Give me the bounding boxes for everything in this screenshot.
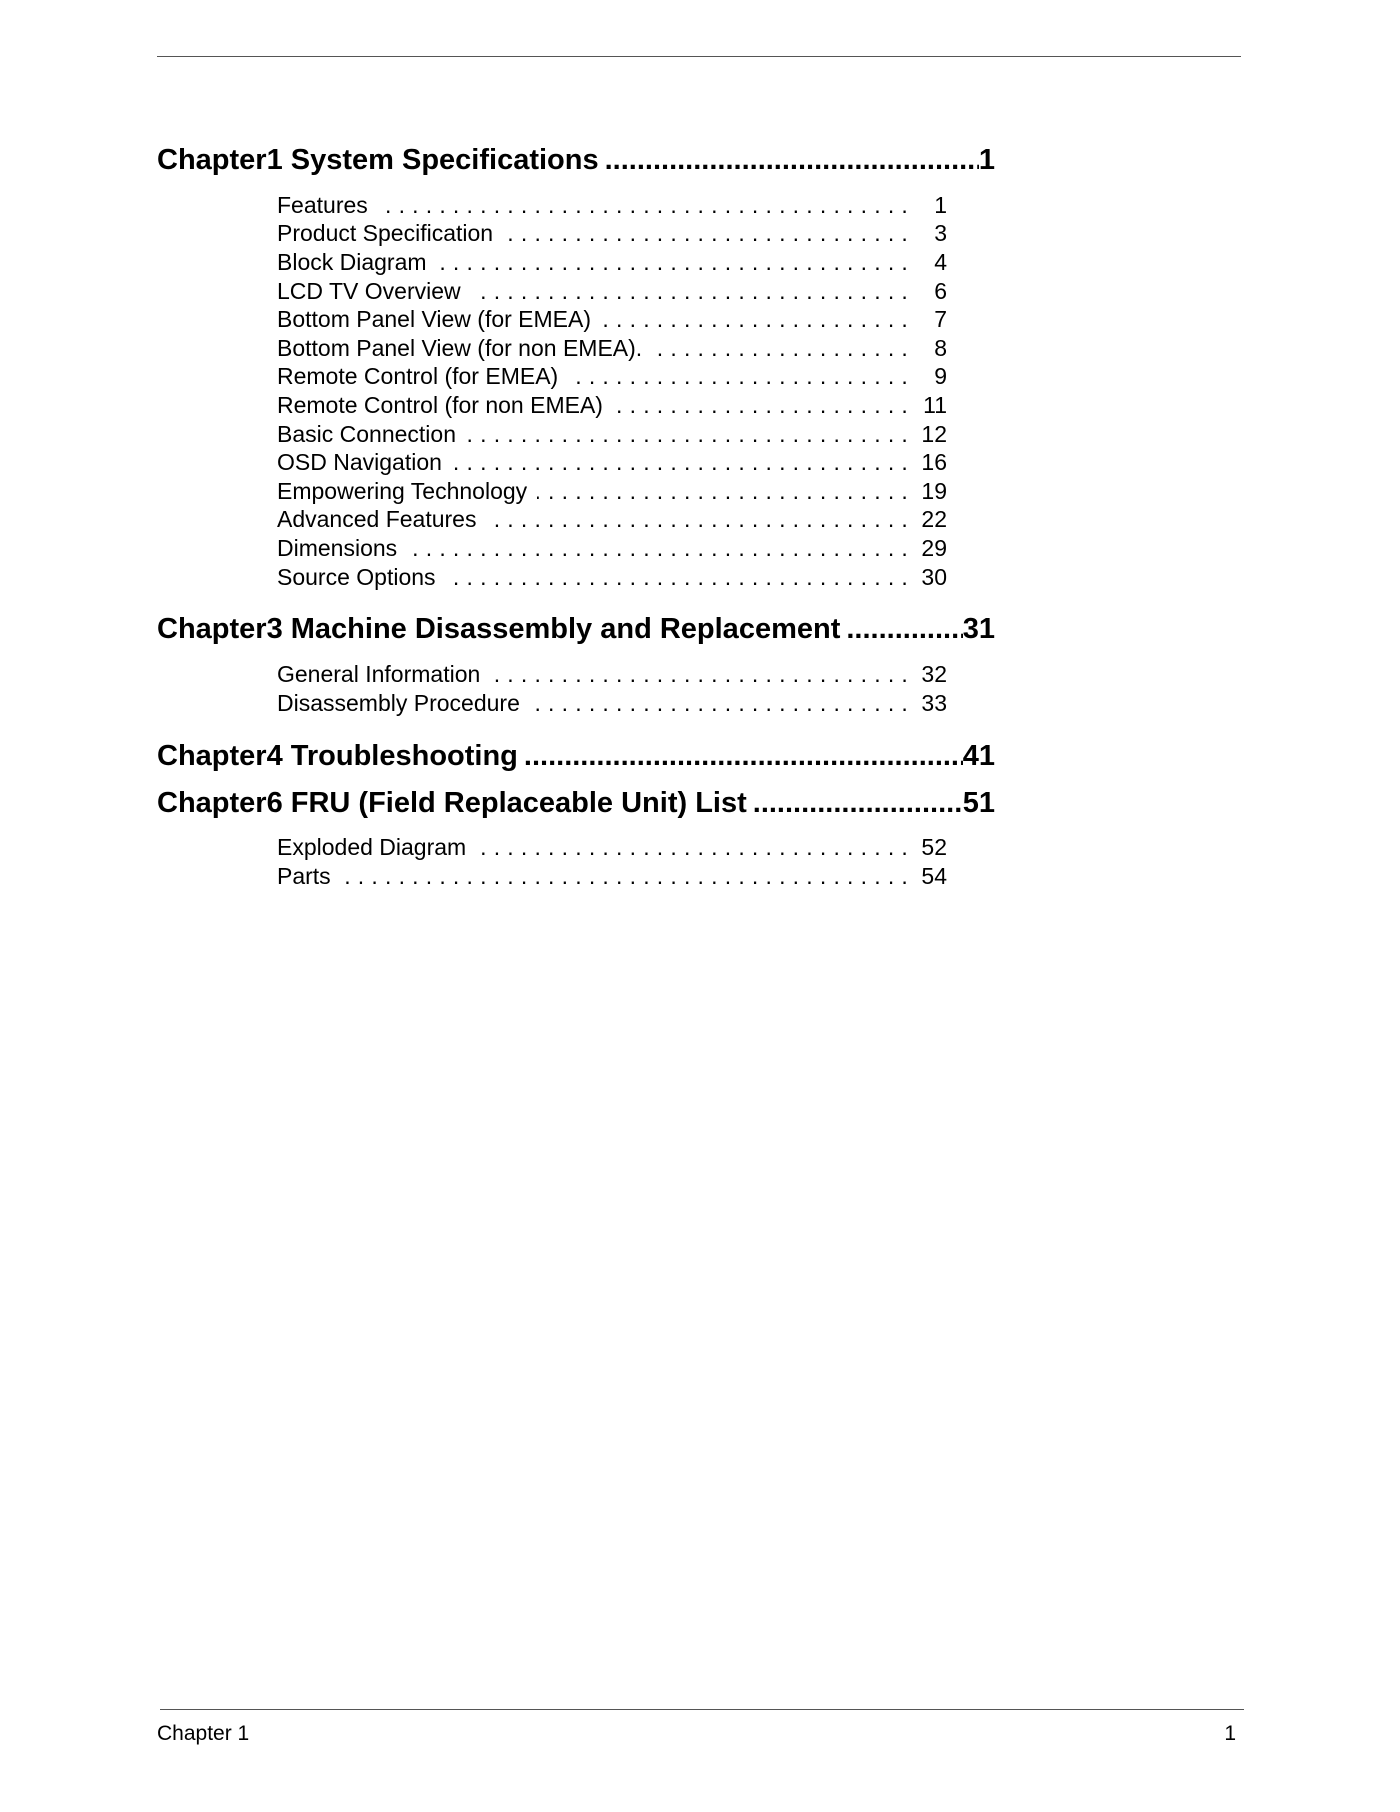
chapter-1-entries: [277, 177, 1057, 599]
toc-chapter-6[interactable]: [157, 773, 995, 820]
entry-label: Product Specification: [277, 220, 494, 247]
entry-label: Remote Control (for non EMEA): [277, 391, 603, 418]
table-of-contents: [157, 130, 1057, 899]
dot-leader: [605, 144, 979, 177]
entry-page-number: 30: [921, 563, 947, 590]
entry-page-number: 12: [921, 420, 947, 447]
dot-leader: [486, 506, 915, 533]
entry-page-number: 52: [921, 834, 947, 861]
toc-entry[interactable]: [277, 305, 947, 334]
entry-label: OSD Navigation: [277, 449, 442, 476]
dot-leader: [846, 613, 962, 646]
chapter-title: Chapter3 Machine Disassembly and Replacement: [157, 613, 841, 646]
entry-page-number: 7: [934, 306, 947, 333]
dot-leader: [471, 278, 915, 305]
toc-entry[interactable]: [277, 248, 947, 277]
dot-leader: [452, 449, 915, 476]
dot-leader: [466, 421, 915, 448]
entry-label: Dimensions: [277, 534, 398, 561]
dot-leader: [341, 863, 915, 890]
toc-entry[interactable]: [277, 363, 947, 392]
entry-page-number: 1: [934, 191, 947, 218]
toc-entry[interactable]: [277, 191, 947, 220]
toc-chapter-4[interactable]: [157, 726, 995, 773]
toc-entry[interactable]: [277, 477, 947, 506]
entry-page-number: 6: [934, 277, 947, 304]
dot-leader: [490, 661, 915, 688]
toc-entry[interactable]: [277, 277, 947, 306]
entry-page-number: 9: [934, 363, 947, 390]
toc-entry[interactable]: [277, 689, 947, 718]
entry-page-number: 33: [921, 689, 947, 716]
entry-label: Bottom Panel View (for EMEA): [277, 306, 592, 333]
toc-entry[interactable]: [277, 420, 947, 449]
entry-page-number: 4: [934, 248, 947, 275]
dot-leader: [378, 192, 915, 219]
toc-entry[interactable]: [277, 563, 947, 592]
entry-label: General Information: [277, 661, 481, 688]
header-rule: [157, 56, 1241, 57]
toc-entry[interactable]: [277, 660, 947, 689]
chapter-page-number: 51: [962, 786, 995, 819]
dot-leader: [652, 335, 915, 362]
footer-rule: [160, 1709, 1244, 1710]
chapter-page-number: 1: [978, 144, 995, 176]
entry-label: Parts: [277, 862, 331, 889]
dot-leader: [407, 535, 915, 562]
entry-page-number: 54: [921, 862, 947, 889]
entry-label: Bottom Panel View (for non EMEA).: [277, 334, 643, 361]
entry-label: Remote Control (for EMEA): [277, 363, 559, 390]
footer-chapter-label: Chapter 1: [157, 1722, 250, 1745]
dot-leader: [476, 834, 915, 861]
toc-entry[interactable]: [277, 862, 947, 891]
entry-label: Source Options: [277, 563, 436, 590]
entry-page-number: 16: [921, 449, 947, 476]
toc-entry[interactable]: [277, 391, 947, 420]
toc-chapter-3[interactable]: [157, 599, 995, 646]
dot-leader: [601, 306, 915, 333]
chapter-title: Chapter4 Troubleshooting: [157, 739, 518, 772]
dot-leader: [524, 740, 963, 773]
toc-entry[interactable]: [277, 534, 947, 563]
entry-page-number: 32: [921, 661, 947, 688]
chapter-page-number: 41: [962, 739, 995, 772]
entry-page-number: 11: [923, 391, 947, 418]
entry-page-number: 19: [921, 477, 947, 504]
toc-entry[interactable]: [277, 334, 947, 363]
dot-leader: [568, 363, 915, 390]
dot-leader: [503, 220, 915, 247]
chapter-page-number: 31: [962, 613, 995, 646]
chapter-3-entries: [277, 646, 1057, 725]
toc-entry[interactable]: [277, 448, 947, 477]
toc-chapter-1[interactable]: [157, 130, 995, 177]
dot-leader: [537, 478, 915, 505]
entry-label: Empowering Technology: [277, 477, 528, 504]
entry-page-number: 29: [921, 534, 947, 561]
entry-label: LCD TV Overview: [277, 277, 461, 304]
entry-page-number: 22: [921, 506, 947, 533]
entry-label: Exploded Diagram: [277, 834, 467, 861]
chapter-title: Chapter6 FRU (Field Replaceable Unit) List: [157, 786, 747, 819]
entry-label: Disassembly Procedure: [277, 689, 520, 716]
toc-entry[interactable]: [277, 834, 947, 863]
entry-label: Advanced Features: [277, 506, 477, 533]
dot-leader: [446, 564, 915, 591]
dot-leader: [613, 392, 915, 419]
entry-page-number: 8: [934, 334, 947, 361]
entry-page-number: 3: [934, 220, 947, 247]
dot-leader: [437, 249, 915, 276]
dot-leader: [753, 787, 963, 820]
chapter-6-entries: [277, 820, 1057, 899]
chapter-title: Chapter1 System Specifications: [157, 144, 599, 176]
toc-entry[interactable]: [277, 506, 947, 535]
entry-label: Features: [277, 191, 368, 218]
dot-leader: [530, 690, 915, 717]
entry-label: Block Diagram: [277, 248, 427, 275]
entry-label: Basic Connection: [277, 420, 456, 447]
toc-entry[interactable]: [277, 220, 947, 249]
footer-page-number: 1: [1224, 1722, 1236, 1745]
